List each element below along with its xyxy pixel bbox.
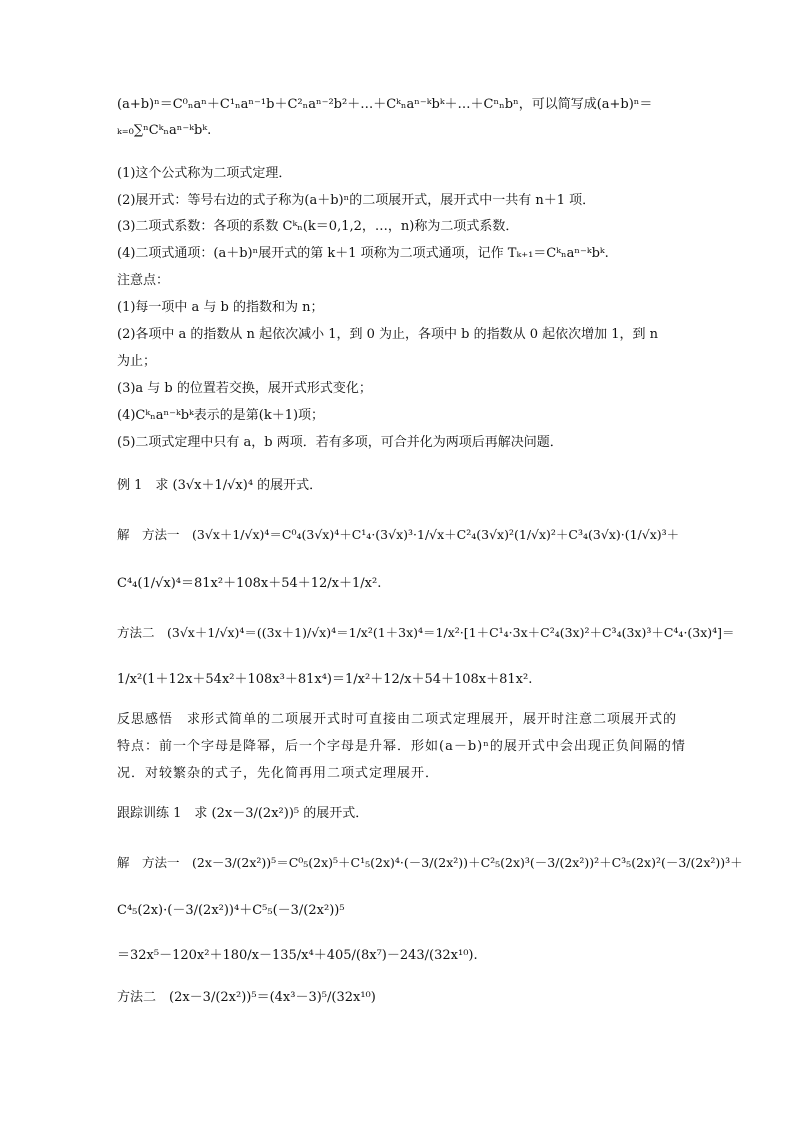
note-2-line2: 为止； [117, 354, 157, 369]
note-4: (4)Cᵏₙaⁿ⁻ᵏbᵏ表示的是第(k＋1)项； [117, 408, 325, 423]
reflection-line2: 特点：前一个字母是降幂，后一个字母是升幂．形如(a－b)ⁿ的展开式中会出现正负间隔的情 [117, 739, 686, 754]
practice-1-method1-line3: ＝32x⁵－120x²＋180/x－135/x⁴＋405/(8x⁷)－243/(32x¹⁰). [117, 948, 478, 963]
practice-1-method1-line1: 解 方法一 (2x－3/(2x²))⁵＝C⁰₅(2x)⁵＋C¹₅(2x)⁴·(－3/(2x²))＋C²₅(2x)³(－3/(2x²))²＋C³₅(2x)²(－3/(2x²))³＋ [117, 855, 743, 870]
note-5: (5)二项式定理中只有 a，b 两项．若有多项，可合并化为两项后再解决问题． [117, 435, 563, 450]
practice-1-method2: 方法二 (2x－3/(2x²))⁵＝(4x³－3)⁵/(32x¹⁰) [117, 990, 376, 1005]
practice-1-method1-line2: C⁴₅(2x)·(－3/(2x²))⁴＋C⁵₅(－3/(2x²))⁵ [117, 903, 345, 918]
example-1-method2-line1: 方法二 (3√x＋1/√x)⁴＝((3x＋1)/√x)⁴＝1/x²(1＋3x)⁴＝1/x²·[1＋C¹₄·3x＋C²₄(3x)²＋C³₄(3x)³＋C⁴₄·(3x)⁴]＝ [117, 625, 735, 640]
example-1-method1-line2: C⁴₄(1/√x)⁴＝81x²＋108x＋54＋12/x＋1/x². [117, 576, 382, 591]
binomial-formula-line1: (a+b)ⁿ＝C⁰ₙaⁿ＋C¹ₙaⁿ⁻¹b＋C²ₙaⁿ⁻²b²＋…＋Cᵏₙaⁿ⁻ᵏbᵏ＋…＋Cⁿₙbⁿ，可以简写成(a+b)ⁿ＝ [117, 97, 653, 112]
notes-title: 注意点： [117, 273, 170, 288]
note-2-line1: (2)各项中 a 的指数从 n 起依次减小 1，到 0 为止，各项中 b 的指数从 0 起依次增加 1，到 n [117, 327, 659, 342]
item-1: (1)这个公式称为二项式定理． [117, 166, 292, 181]
reflection-line3: 况．对较繁杂的式子，先化简再用二项式定理展开． [117, 766, 440, 781]
item-4: (4)二项式通项：(a＋b)ⁿ展开式的第 k＋1 项称为二项式通项，记作 Tₖ₊₁＝Cᵏₙaⁿ⁻ᵏbᵏ. [117, 246, 609, 261]
item-2: (2)展开式：等号右边的式子称为(a＋b)ⁿ的二项展开式，展开式中一共有 n＋1 项． [117, 193, 596, 208]
note-3: (3)a 与 b 的位置若交换，展开式形式变化； [117, 381, 372, 396]
example-1-title: 例 1 求 (3√x＋1/√x)⁴ 的展开式． [117, 478, 323, 493]
item-3: (3)二项式系数：各项的系数 Cᵏₙ(k＝0,1,2，…，n)称为二项式系数． [117, 219, 519, 234]
note-1: (1)每一项中 a 与 b 的指数和为 n； [117, 300, 324, 315]
reflection-line1: 反思感悟 求形式简单的二项展开式时可直接由二项式定理展开，展开时注意二项展开式的 [117, 712, 678, 727]
practice-1-title: 跟踪训练 1 求 (2x－3/(2x²))⁵ 的展开式． [117, 806, 369, 821]
binomial-formula-line2: ₖ₌₀∑ⁿCᵏₙaⁿ⁻ᵏbᵏ. [117, 123, 212, 138]
example-1-method1-line1: 解 方法一 (3√x＋1/√x)⁴＝C⁰₄(3√x)⁴＋C¹₄·(3√x)³·1/√x＋C²₄(3√x)²(1/√x)²＋C³₄(3√x)·(1/√x)³＋ [117, 527, 680, 542]
example-1-method2-line2: 1/x²(1＋12x＋54x²＋108x³＋81x⁴)＝1/x²＋12/x＋54＋108x＋81x². [117, 672, 533, 687]
